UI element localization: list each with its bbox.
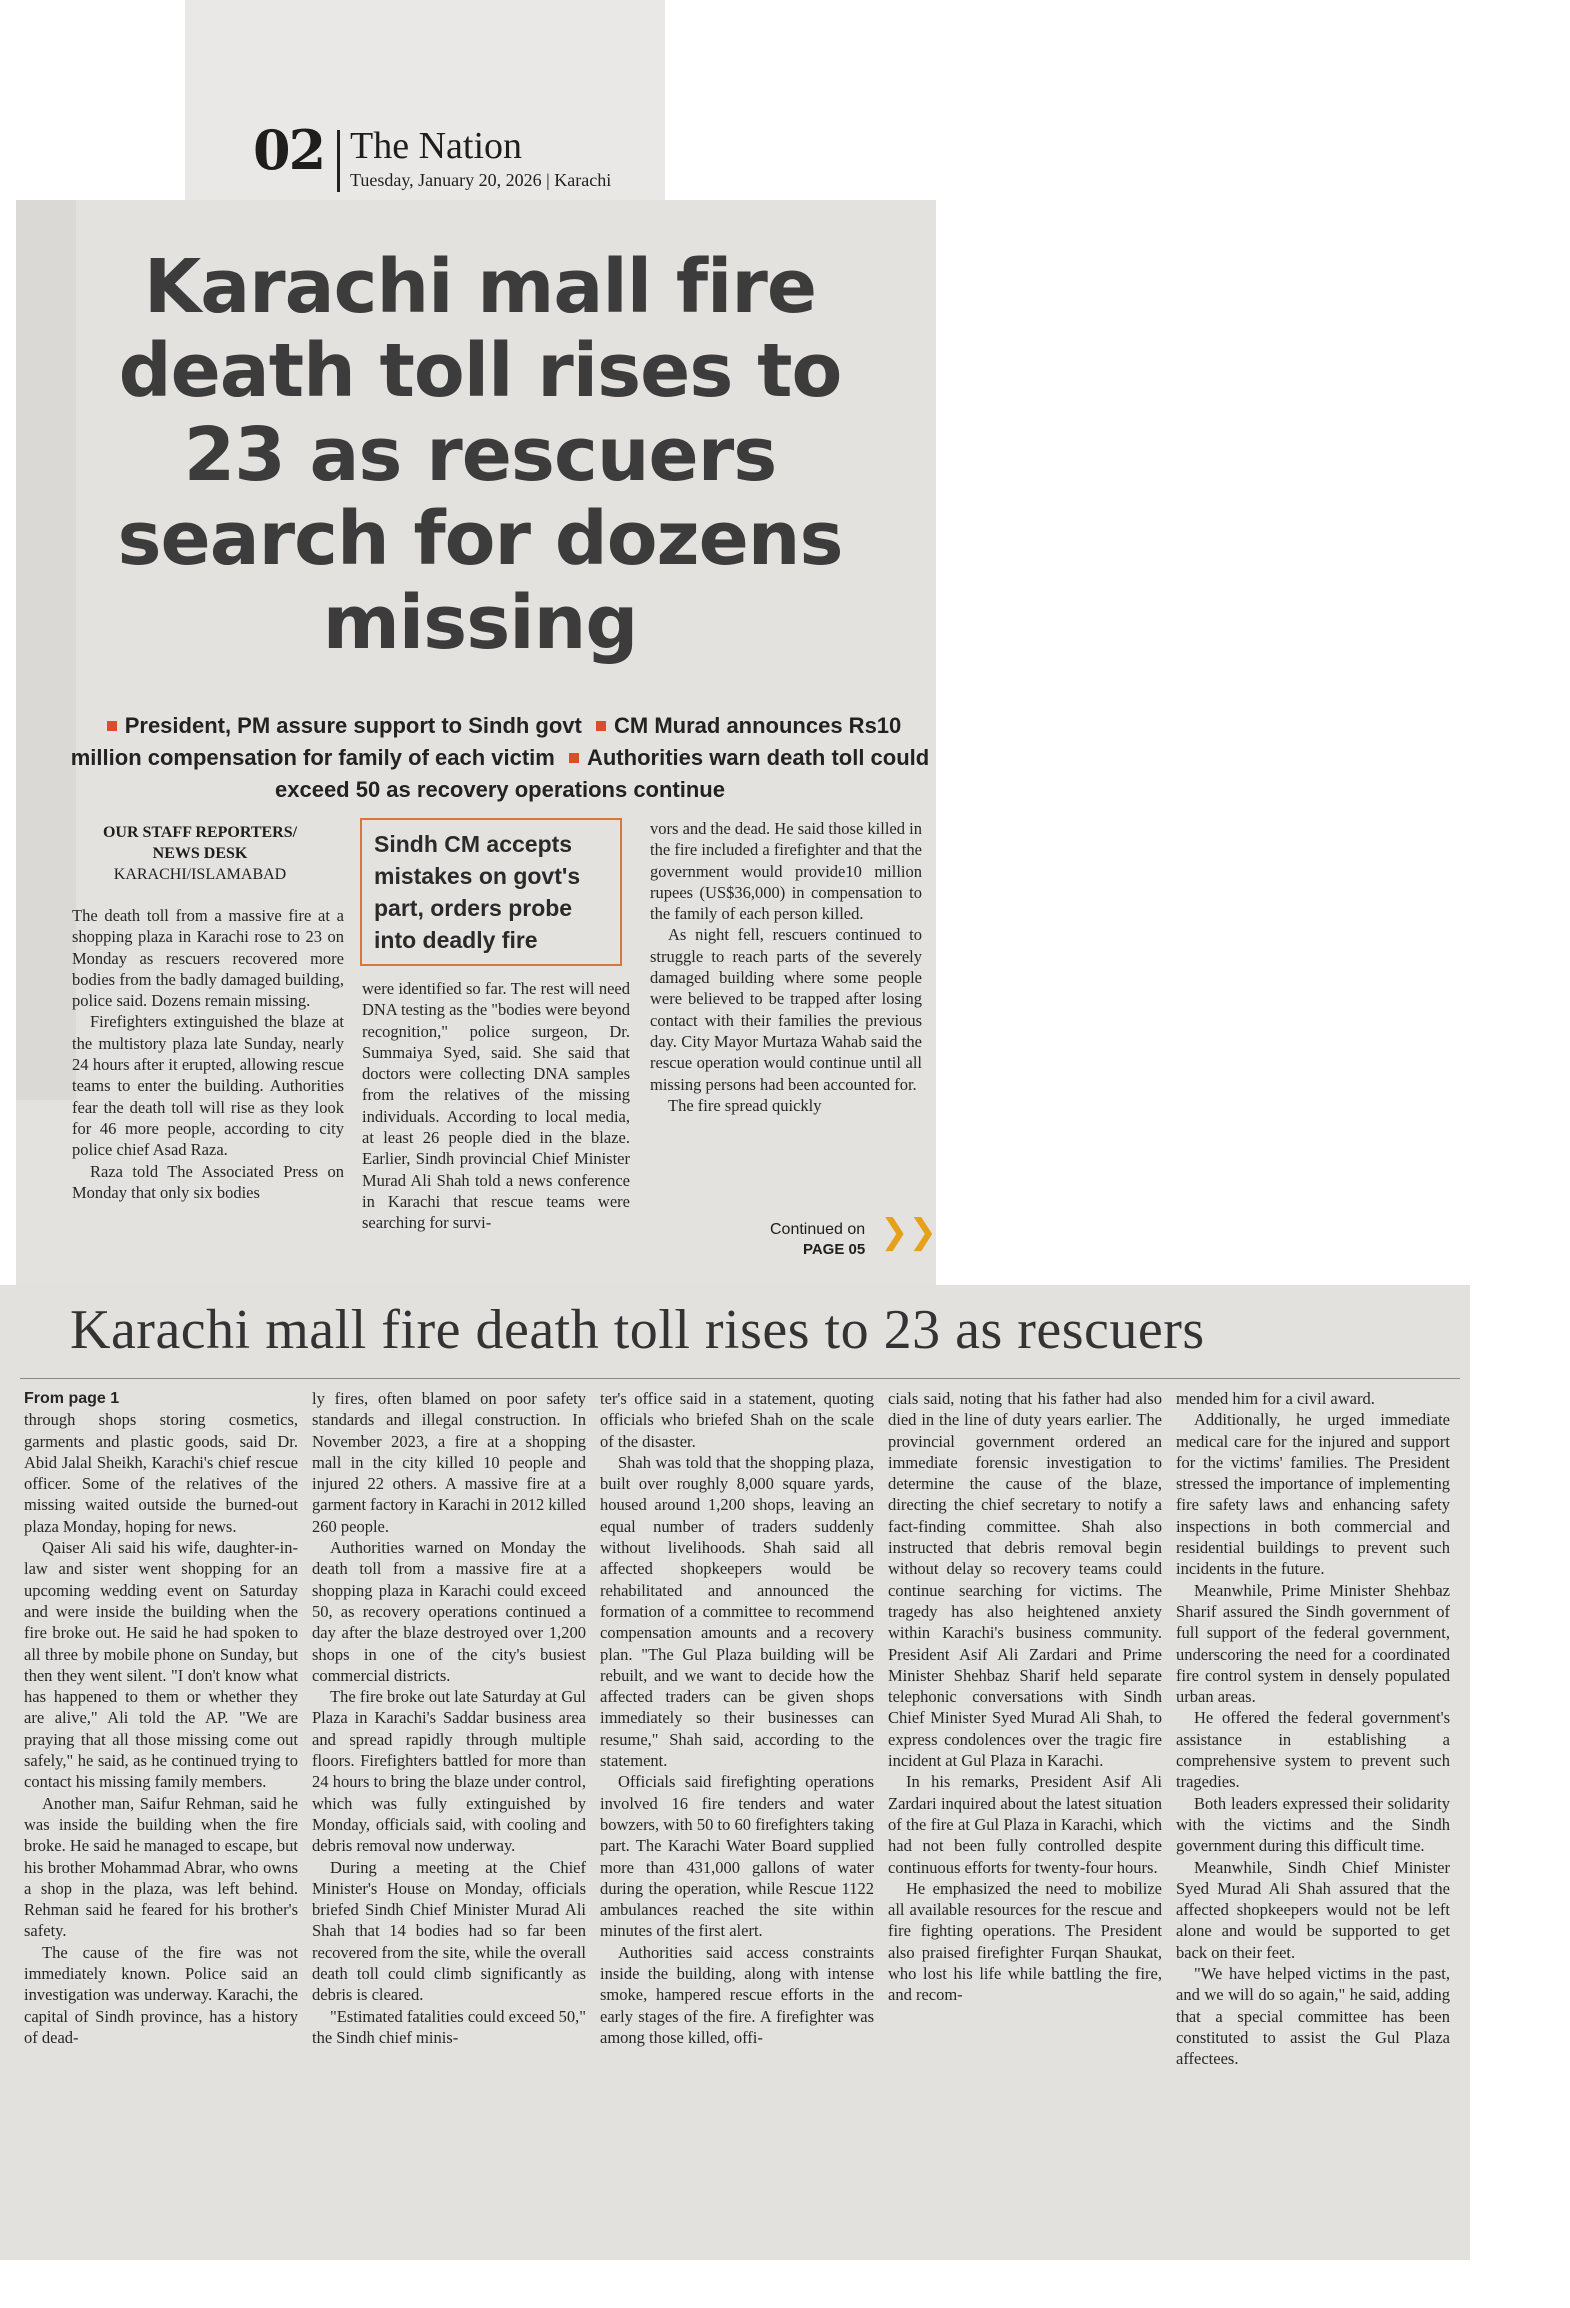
paragraph: Authorities warned on Monday the death toll from a massive fire at a shopping plaza in Karachi could exceed 50, as recovery operations continued a day after the blaze destroyed over 1,200 shops in one of the city's busiest commercial districts. — [312, 1538, 586, 1685]
paragraph: He offered the federal government's assistance in establishing a comprehensive system to prevent such tragedies. — [1176, 1708, 1450, 1792]
paragraph: The fire broke out late Saturday at Gul Plaza in Karachi's Saddar business area and spread rapidly through multiple floors. Firefighters battled for more than 24 hours to bring the blaze under control, which was fully extinguished by Monday, officials said, with cooling and debris removal now underway. — [312, 1687, 586, 1856]
paragraph: Authorities said access constraints inside the building, along with intense smoke, hampered rescue efforts in the early stages of the fire. A firefighter was among those killed, offi- — [600, 1942, 874, 2047]
from-page-label: From page 1 — [24, 1390, 120, 1407]
paragraph: Additionally, he urged immediate medical care for the injured and support for the victims' families. The President stressed the importance of implementing fire safety laws and enhancing safety inspections in both commercial and residential buildings to prevent such incidents in the future. — [1176, 1410, 1450, 1579]
masthead-divider — [337, 130, 340, 192]
pull-quote: Sindh CM accepts mistakes on govt's part, orders probe into deadly fire — [360, 818, 622, 966]
paragraph: Officials said firefighting operations involved 16 fire tenders and water bowzers, with 50 to 60 firefighters taking part. The Karachi Water Board supplied more than 431,000 gallons of water during the operation, while Rescue 1122 ambulances reached the site within minutes of the first alert. — [600, 1772, 874, 1941]
front-headline: Karachi mall fire death toll rises to 23 as rescuers search for dozens missing — [117, 244, 843, 666]
page-number: 02 — [253, 118, 325, 182]
chevron-right-icon: ❯❯ — [880, 1212, 937, 1252]
paragraph: As night fell, rescuers continued to struggle to reach parts of the severely damaged building where some people were believed to be trapped after losing contact with their families the previous day. City Mayor Murtaza Wahab said the rescue operation would continue until all missing persons had been accounted for. — [650, 925, 922, 1094]
jump-column-4 — [888, 1388, 1162, 2006]
headline-rule — [20, 1378, 1460, 1379]
paragraph: vors and the dead. He said those killed in the fire included a firefighter and that the government would provide10 million rupees (US$36,000) in compensation to the family of each person killed. — [650, 819, 922, 924]
paragraph: Both leaders expressed their solidarity with the victims and the Sindh government during this difficult time. — [1176, 1793, 1450, 1856]
paragraph: ly fires, often blamed on poor safety standards and illegal construction. In November 2023, a fire at a shopping mall in the city killed 10 people and injured 22 others. A massive fire at a garment factory in Karachi in 2012 killed 260 people. — [312, 1389, 586, 1536]
jump-column-1 — [24, 1388, 298, 2048]
deck-item: President, PM assure support to Sindh govt — [124, 713, 582, 738]
paragraph: cials said, noting that his father had also died in the line of duty years earlier. The provincial government ordered an immediate forensic investigation to determine the cause of the blaze, directing the chief secretary to notify a fact-finding committee. Shah also instructed that debris removal begin without delay so recovery teams could continue searching for victims. The tragedy has also heightened anxiety within Karachi's business community. President Asif Ali Zardari and Prime Minister Shehbaz Sharif held separate telephonic conversations with Sindh Chief Minister Syed Murad Ali Shah, to express condolences over the tragic fire incident at Gul Plaza in Karachi. — [888, 1389, 1162, 1771]
paragraph: The fire spread quickly — [668, 1095, 822, 1115]
front-column-2 — [362, 978, 630, 1234]
paragraph: through shops storing cosmetics, garments and plastic goods, said Dr. Abid Jalal Sheikh, Karachi's chief rescue officer. Some of the relatives of the missing waited outside the burned-out plaza Monday, hoping for news. — [24, 1410, 298, 1536]
deck-item: Authorities warn death toll could exceed 50 as recovery operations continue — [275, 745, 930, 802]
paragraph: The death toll from a massive fire at a shopping plaza in Karachi rose to 23 on Monday as rescuers recovered more bodies from the badly damaged building, police said. Dozens remain missing. — [72, 906, 344, 1011]
paper-name: The Nation — [350, 125, 523, 167]
dateline: Tuesday, January 20, 2026 | Karachi — [350, 170, 612, 190]
paragraph: ter's office said in a statement, quoting officials who briefed Shah on the scale of the disaster. — [600, 1389, 874, 1451]
bullet-square-icon — [569, 753, 579, 763]
front-column-1 — [72, 905, 344, 1203]
jump-column-2 — [312, 1388, 586, 2048]
paragraph: Meanwhile, Sindh Chief Minister Syed Murad Ali Shah assured that the affected shopkeepers would not be left alone and would be supported to get back on their feet. — [1176, 1857, 1450, 1962]
jump-column-5 — [1176, 1388, 1450, 2070]
bullet-square-icon — [596, 721, 606, 731]
paragraph: In his remarks, President Asif Ali Zardari inquired about the latest situation of the fire at Gul Plaza in Karachi, which had not been fully controlled despite continuous efforts for twenty-four hours. — [888, 1772, 1162, 1877]
jump-headline: Karachi mall fire death toll rises to 23 as rescuers — [70, 1299, 1205, 1361]
continued-note — [770, 1220, 865, 1260]
paragraph: Meanwhile, Prime Minister Shehbaz Sharif assured the Sindh government of full support of the federal government, underscoring the need for a coordinated fire control system in densely populated urban areas. — [1176, 1580, 1450, 1707]
continued-page: PAGE 05 — [802, 1241, 866, 1258]
paragraph: During a meeting at the Chief Minister's House on Monday, officials briefed Sindh Chief Minister Murad Ali Shah that 14 bodies had so far been recovered from the site, while the overall death toll could climb significantly as debris is cleared. — [312, 1857, 586, 2005]
byline-line: NEWS DESK — [152, 845, 248, 862]
continued-label: Continued on — [770, 1221, 866, 1238]
paragraph: "Estimated fatalities could exceed 50," the Sindh chief minis- — [312, 2006, 586, 2047]
paragraph: mended him for a civil award. — [1176, 1389, 1375, 1408]
paragraph: Shah was told that the shopping plaza, built over roughly 8,000 square yards, housed around 1,200 shops, leaving an equal number of traders suddenly without livelihoods. Shah said all affected shopkeepers would be rehabilitated and announced the formation of a committee to recommend compensation amounts and a recovery plan. "The Gul Plaza building will be rebuilt, and we want to decide how the affected traders can be given shops immediately so their businesses can resume," Shah said, according to the statement. — [600, 1452, 874, 1771]
paragraph: Firefighters extinguished the blaze at the multistory plaza late Sunday, nearly 24 hours after it erupted, allowing rescue teams to enter the building. Authorities fear the death toll will rise as they look for 46 more people, according to city police chief Asad Raza. — [72, 1012, 344, 1160]
deck-item: CM Murad announces Rs10 million compensation for family of each victim — [70, 713, 902, 770]
paragraph: were identified so far. The rest will need DNA testing as the "bodies were beyond recognition," police surgeon, Dr. Summaiya Syed, said. She said that doctors were collecting DNA samples from the relatives of the missing individuals. According to local media, at least 26 people died in the blaze. Earlier, Sindh provincial Chief Minister Murad Ali Shah told a news conference in Karachi that rescue teams were searching for survi- — [362, 979, 630, 1233]
paragraph: He emphasized the need to mobilize all available resources for the rescue and fire fighting operations. The President also praised firefighter Furqan Shaukat, who lost his life while battling the fire, and recom- — [888, 1878, 1162, 2005]
byline-line: OUR STAFF REPORTERS/ — [102, 824, 298, 841]
headline-deck — [70, 710, 930, 806]
front-column-3 — [650, 818, 922, 1116]
paragraph: Raza told The Associated Press on Monday that only six bodies — [72, 1161, 344, 1202]
paragraph: Qaiser Ali said his wife, daughter-in-law and sister went shopping for an upcoming wedding event on Saturday and were inside the building when the fire broke out. He said he had spoken to all three by mobile phone on Sunday, but then they went silent. "I don't know what has happened to them or whether they are alive," Ali told the AP. "We are praying that all those missing come out safely," he said, as he continued trying to contact his missing family members. — [24, 1538, 298, 1792]
paragraph: "We have helped victims in the past, and we will do so again," he said, adding that a special committee has been constituted to assist the Gul Plaza affectees. — [1176, 1964, 1450, 2069]
bullet-square-icon — [107, 721, 117, 731]
byline-location: KARACHI/ISLAMABAD — [113, 866, 287, 883]
paragraph: Another man, Saifur Rehman, said he was inside the building when the fire broke. He said he managed to escape, but his brother Mohammad Abrar, who owns a shop in the plaza, was left behind. Rehman said he feared for his brother's safety. — [24, 1793, 298, 1941]
jump-column-3 — [600, 1388, 874, 2048]
paragraph: The cause of the fire was not immediately known. Police said an investigation was underway. Karachi, the capital of Sindh province, has a history of dead- — [24, 1942, 298, 2047]
byline — [60, 822, 340, 885]
